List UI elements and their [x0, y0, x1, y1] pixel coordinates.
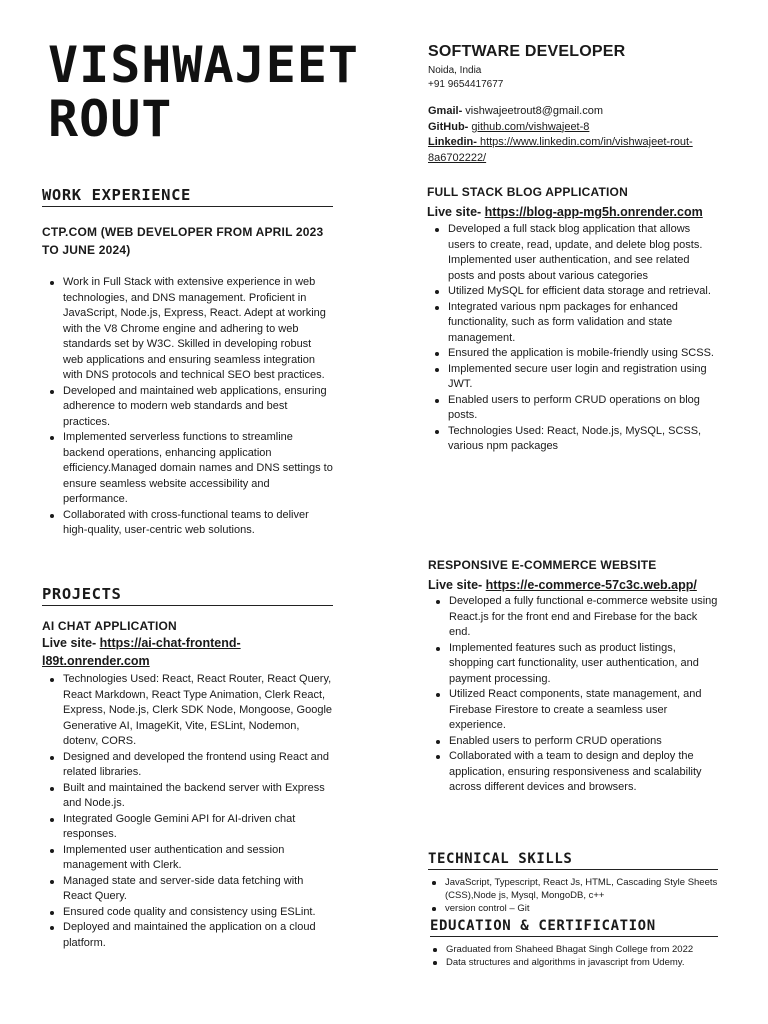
work-bullets — [42, 275, 333, 539]
technical-skills-heading: TECHNICAL SKILLS — [428, 851, 718, 870]
ai-chat-title: AI CHAT APPLICATION — [42, 619, 177, 633]
blog-live-site — [427, 203, 717, 221]
education-bullets — [430, 943, 718, 969]
candidate-name — [48, 38, 408, 146]
blog-title: FULL STACK BLOG APPLICATION — [427, 185, 628, 199]
first-name: VISHWAJEET — [48, 36, 360, 94]
live-site-label: Live site- — [428, 578, 486, 592]
list-item: Utilized React components, state management, and Firebase Firestore to create a seamless user experience. — [449, 687, 720, 734]
ai-chat-live-link[interactable]: https://ai-chat-frontend-l89t.onrender.com — [42, 636, 241, 668]
phone: +91 9654417677 — [428, 79, 504, 90]
list-item: Enabled users to perform CRUD operations — [449, 734, 720, 750]
list-item: Data structures and algorithms in javascript from Udemy. — [446, 956, 718, 969]
ecommerce-project — [428, 557, 720, 796]
github-line — [428, 120, 728, 136]
list-item: Managed state and server-side data fetching with React Query. — [63, 874, 333, 905]
job-title: CTP.COM (WEB DEVELOPER FROM APRIL 2023 TO JUNE 2024) — [42, 225, 324, 257]
list-item: Implemented features such as product listings, shopping cart functionality, user authentication, and payment processing. — [449, 641, 720, 688]
list-item: Implemented serverless functions to streamline backend operations, enhancing application efficiency.Managed domain names and DNS settings to ensure seamless website accessibility and performance. — [63, 430, 333, 508]
list-item: Technologies Used: React, Node.js, MySQL, SCSS, various npm packages — [448, 424, 717, 455]
linkedin-line — [428, 135, 728, 166]
location-phone — [428, 64, 503, 92]
list-item: Technologies Used: React, React Router, React Query, React Markdown, React Type Animation, Clerk React, Express, Node.js, Clerk SDK Node, Mongoose, Google Generative AI, ImageKit, Vite, ESLint, Nodemon, dotenv, CORS. — [63, 672, 333, 750]
live-site-label: Live site- — [427, 205, 485, 219]
list-item: Ensured code quality and consistency using ESLint. — [63, 905, 333, 921]
list-item: Designed and developed the frontend using React and related libraries. — [63, 750, 333, 781]
projects-section — [42, 585, 333, 951]
education-heading: EDUCATION & CERTIFICATION — [430, 918, 718, 937]
list-item: Developed a fully functional e-commerce website using React.js for the front end and Firebase for the back end. — [449, 594, 720, 641]
ecommerce-live-site — [428, 576, 720, 594]
list-item: Implemented user authentication and session management with Clerk. — [63, 843, 333, 874]
list-item: Utilized MySQL for efficient data storage and retrieval. — [448, 284, 717, 300]
projects-heading: PROJECTS — [42, 585, 333, 606]
list-item: Developed and maintained web applications, ensuring adherence to modern web standards and best practices. — [63, 384, 333, 431]
job-role: SOFTWARE DEVELOPER — [428, 43, 626, 60]
location: Noida, India — [428, 65, 482, 76]
technical-skills-section — [428, 851, 718, 915]
list-item: Implemented secure user login and registration using JWT. — [448, 362, 717, 393]
list-item: Ensured the application is mobile-friendly using SCSS. — [448, 346, 717, 362]
blog-project — [427, 184, 717, 455]
list-item: Built and maintained the backend server with Express and Node.js. — [63, 781, 333, 812]
blog-live-link[interactable]: https://blog-app-mg5h.onrender.com — [484, 205, 703, 219]
list-item: JavaScript, Typescript, React Js, HTML, Cascading Style Sheets (CSS),Node js, Mysql, MongoDB, c++ — [445, 877, 718, 901]
list-item: Developed a full stack blog application that allows users to create, read, update, and delete blog posts. Implemented user authentication, and see related posts and posts about various categories — [448, 222, 717, 284]
ai-chat-bullets — [42, 672, 333, 951]
github-label: GitHub- — [428, 120, 469, 133]
ecommerce-live-link[interactable]: https://e-commerce-57c3c.web.app/ — [485, 578, 697, 592]
gmail-line — [428, 104, 728, 120]
contact-links — [428, 104, 728, 166]
linkedin-link[interactable]: https://www.linkedin.com/in/vishwajeet-rout-8a6702222/ — [428, 136, 693, 164]
list-item: Deployed and maintained the application on a cloud platform. — [63, 920, 333, 951]
list-item: Integrated various npm packages for enhanced functionality, such as form validation and state management. — [448, 300, 717, 347]
gmail-label: Gmail- — [428, 105, 463, 117]
work-experience-heading: WORK EXPERIENCE — [42, 186, 333, 207]
github-link[interactable]: github.com/vishwajeet-8 — [471, 120, 590, 133]
list-item: Enabled users to perform CRUD operations on blog posts. — [448, 393, 717, 424]
skills-bullets — [428, 876, 718, 915]
education-section — [430, 918, 718, 969]
list-item: Collaborated with a team to design and deploy the application, ensuring responsiveness and scalability across different devices and browsers. — [449, 749, 720, 796]
list-item: Graduated from Shaheed Bhagat Singh College from 2022 — [446, 943, 718, 956]
ai-chat-live-site — [42, 634, 333, 670]
ecommerce-title: RESPONSIVE E-COMMERCE WEBSITE — [428, 558, 657, 572]
linkedin-label: Linkedin- — [428, 136, 477, 148]
live-site-label: Live site- — [42, 636, 100, 650]
work-experience-section — [42, 186, 333, 539]
list-item: Work in Full Stack with extensive experience in web technologies, and DNS management. Proficient in JavaScript, Node.js, Express, React. Adept at working with the V8 Chrome engine and adhering to web standards set by W3C. Skilled in developing robust web applications and ensuring seamless integration with DNS protocols and technical SEO best practices. — [63, 275, 333, 384]
blog-bullets — [427, 222, 717, 455]
list-item: version control – Git — [445, 902, 718, 915]
gmail-value: vishwajeetrout8@gmail.com — [462, 105, 604, 117]
last-name: ROUT — [48, 90, 173, 148]
list-item: Integrated Google Gemini API for AI-driven chat responses. — [63, 812, 333, 843]
ecommerce-bullets — [428, 594, 720, 796]
list-item: Collaborated with cross-functional teams to deliver high-quality, user-centric web solutions. — [63, 508, 333, 539]
